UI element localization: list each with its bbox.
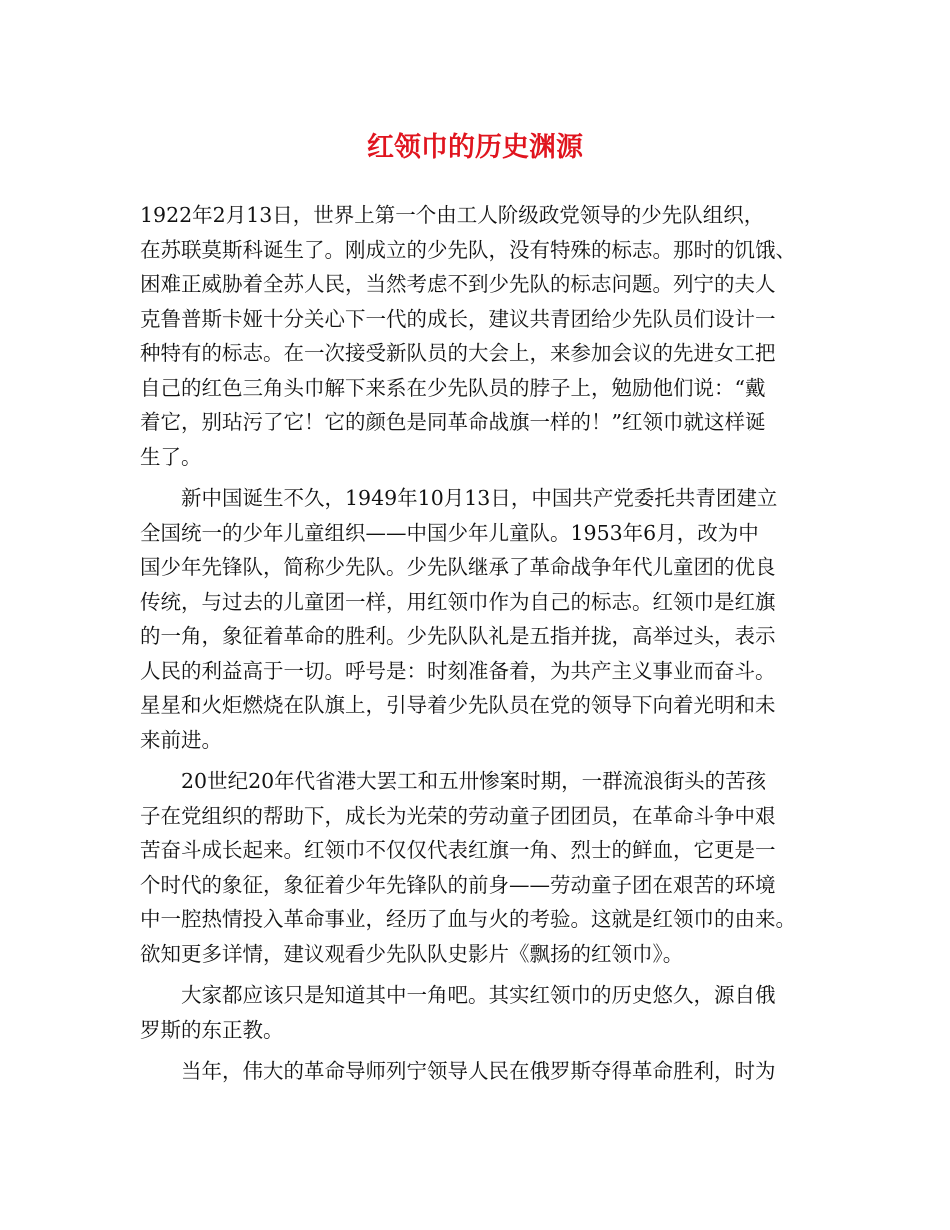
paragraph xyxy=(140,978,820,1047)
text-line: 国少年先锋队，简称少先队。少先队继承了革命战争年代儿童团的优良 xyxy=(140,555,776,579)
text-line: 种特有的标志。在一次接受新队员的大会上，来参加会议的先进女工把 xyxy=(140,341,776,365)
paragraph xyxy=(140,481,820,757)
text-line: 罗斯的东正教。 xyxy=(140,1017,284,1042)
text-line: 困难正威胁着全苏人民，当然考虑不到少先队的标志问题。列宁的夫人 xyxy=(140,272,776,296)
text-line: 新中国诞生不久，1949年10月13日，中国共产党委托共青团建立 xyxy=(140,486,778,510)
text-line: 来前进。 xyxy=(140,727,222,752)
text-line: 1922年2月13日，世界上第一个由工人阶级政党领导的少先队组织， xyxy=(140,203,765,227)
text-line: 当年，伟大的革命导师列宁领导人民在俄罗斯夺得革命胜利，时为 xyxy=(140,1059,776,1083)
text-line: 大家都应该只是知道其中一角吧。其实红领巾的历史悠久，源自俄 xyxy=(140,983,776,1007)
text-line: 全国统一的少年儿童组织——中国少年儿童队。1953年6月，改为中 xyxy=(140,520,759,545)
text-line: 人民的利益高于一切。呼号是：时刻准备着，为共产主义事业而奋斗。 xyxy=(140,658,776,683)
document-title: 红领巾的历史渊源 xyxy=(367,132,583,163)
paragraph xyxy=(140,1054,820,1089)
text-line: 克鲁普斯卡娅十分关心下一代的成长，建议共青团给少先队员们设计一 xyxy=(140,306,776,331)
text-line: 传统，与过去的儿童团一样，用红领巾作为自己的标志。红领巾是红旗 xyxy=(140,589,776,614)
text-line: 自己的红色三角头巾解下来系在少先队员的脖子上，勉励他们说：“戴 xyxy=(140,375,766,400)
text-line: 中一腔热情投入革命事业，经历了血与火的考验。这就是红领巾的由来。 xyxy=(140,907,796,931)
text-line: 星星和火炬燃烧在队旗上，引导着少先队员在党的领导下向着光明和未 xyxy=(140,693,776,717)
text-line: 欲知更多详情，建议观看少先队队史影片《飘扬的红领巾》。 xyxy=(140,941,684,966)
text-line: 子在党组织的帮助下，成长为光荣的劳动童子团团员，在革命斗争中艰 xyxy=(140,803,776,828)
text-line: 的一角，象征着革命的胜利。少先队队礼是五指并拢，高举过头，表示 xyxy=(140,624,776,648)
text-line: 个时代的象征，象征着少年先锋队的前身——劳动童子团在艰苦的环境 xyxy=(140,872,776,897)
text-line: 20世纪20年代省港大罢工和五卅惨案时期，一群流浪街头的苦孩 xyxy=(140,769,767,793)
text-line: 在苏联莫斯科诞生了。刚成立的少先队，没有特殊的标志。那时的饥饿、 xyxy=(140,237,796,262)
paragraph xyxy=(140,764,820,971)
text-line: 着它，别玷污了它！它的颜色是同革命战旗一样的！”红领巾就这样诞 xyxy=(140,410,766,434)
text-line: 生了。 xyxy=(140,444,202,469)
paragraph xyxy=(140,198,820,474)
document-body xyxy=(140,198,820,1096)
text-line: 苦奋斗成长起来。红领巾不仅仅代表红旗一角、烈士的鲜血，它更是一 xyxy=(140,838,776,862)
